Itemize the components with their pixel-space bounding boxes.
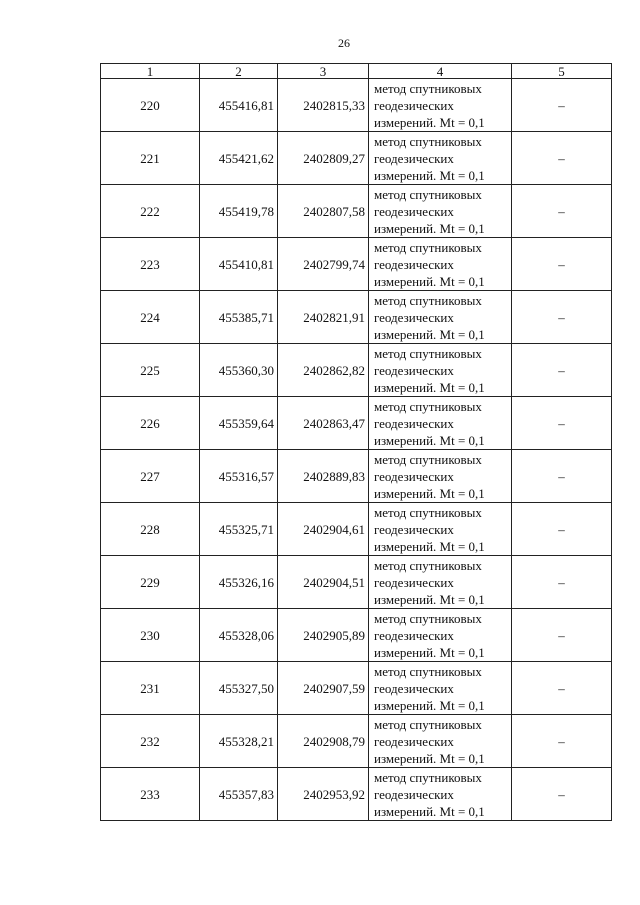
point-number-cell: 232 [101, 715, 200, 768]
method-line: метод спутниковых [374, 292, 482, 308]
y-coordinate-cell: 2402799,74 [278, 238, 369, 291]
y-coordinate-cell: 2402862,82 [278, 344, 369, 397]
header-col-3: 3 [278, 64, 369, 79]
method-line: измерений. Mt = 0,1 [374, 432, 485, 448]
point-number-cell: 231 [101, 662, 200, 715]
method-cell [369, 768, 512, 821]
method-line: метод спутниковых [374, 80, 482, 96]
y-coordinate-cell: 2402907,59 [278, 662, 369, 715]
point-number-cell: 221 [101, 132, 200, 185]
y-coordinate-cell: 2402904,51 [278, 556, 369, 609]
point-number-cell: 228 [101, 503, 200, 556]
table-row [101, 185, 612, 238]
method-line: метод спутниковых [374, 451, 482, 467]
method-cell [369, 556, 512, 609]
method-line: измерений. Mt = 0,1 [374, 273, 485, 289]
x-coordinate-cell: 455316,57 [200, 450, 278, 503]
table-row [101, 503, 612, 556]
y-coordinate-cell: 2402809,27 [278, 132, 369, 185]
method-line: метод спутниковых [374, 557, 482, 573]
page-number: 26 [338, 36, 350, 50]
x-coordinate-cell: 455326,16 [200, 556, 278, 609]
method-line: метод спутниковых [374, 186, 482, 202]
note-cell: – [512, 132, 612, 185]
note-cell: – [512, 185, 612, 238]
x-coordinate-cell: 455327,50 [200, 662, 278, 715]
method-line: метод спутниковых [374, 133, 482, 149]
header-col-1: 1 [101, 64, 200, 79]
method-line: геодезических [374, 733, 454, 749]
note-cell: – [512, 238, 612, 291]
method-line: измерений. Mt = 0,1 [374, 697, 485, 713]
note-cell: – [512, 715, 612, 768]
method-cell [369, 503, 512, 556]
method-cell [369, 662, 512, 715]
method-line: измерений. Mt = 0,1 [374, 644, 485, 660]
table-row [101, 715, 612, 768]
method-line: измерений. Mt = 0,1 [374, 538, 485, 554]
method-line: геодезических [374, 786, 454, 802]
table-body [101, 79, 612, 821]
x-coordinate-cell: 455385,71 [200, 291, 278, 344]
table-row [101, 768, 612, 821]
header-col-5: 5 [512, 64, 612, 79]
table-row [101, 450, 612, 503]
note-cell: – [512, 662, 612, 715]
x-coordinate-cell: 455416,81 [200, 79, 278, 132]
note-cell: – [512, 291, 612, 344]
x-coordinate-cell: 455410,81 [200, 238, 278, 291]
method-line: геодезических [374, 362, 454, 378]
y-coordinate-cell: 2402815,33 [278, 79, 369, 132]
y-coordinate-cell: 2402953,92 [278, 768, 369, 821]
method-line: геодезических [374, 309, 454, 325]
x-coordinate-cell: 455328,06 [200, 609, 278, 662]
point-number-cell: 224 [101, 291, 200, 344]
table-row [101, 344, 612, 397]
method-line: метод спутниковых [374, 345, 482, 361]
method-cell [369, 609, 512, 662]
method-line: геодезических [374, 256, 454, 272]
method-line: метод спутниковых [374, 716, 482, 732]
method-line: измерений. Mt = 0,1 [374, 750, 485, 766]
method-line: измерений. Mt = 0,1 [374, 114, 485, 130]
method-line: геодезических [374, 468, 454, 484]
method-line: измерений. Mt = 0,1 [374, 220, 485, 236]
method-line: геодезических [374, 415, 454, 431]
point-number-cell: 222 [101, 185, 200, 238]
method-cell [369, 715, 512, 768]
note-cell: – [512, 556, 612, 609]
note-cell: – [512, 79, 612, 132]
method-line: измерений. Mt = 0,1 [374, 379, 485, 395]
method-cell [369, 397, 512, 450]
y-coordinate-cell: 2402889,83 [278, 450, 369, 503]
method-line: геодезических [374, 680, 454, 696]
method-line: измерений. Mt = 0,1 [374, 485, 485, 501]
y-coordinate-cell: 2402821,91 [278, 291, 369, 344]
x-coordinate-cell: 455325,71 [200, 503, 278, 556]
method-cell [369, 79, 512, 132]
x-coordinate-cell: 455357,83 [200, 768, 278, 821]
note-cell: – [512, 397, 612, 450]
x-coordinate-cell: 455419,78 [200, 185, 278, 238]
x-coordinate-cell: 455328,21 [200, 715, 278, 768]
table-row [101, 609, 612, 662]
y-coordinate-cell: 2402908,79 [278, 715, 369, 768]
method-line: метод спутниковых [374, 610, 482, 626]
method-line: измерений. Mt = 0,1 [374, 167, 485, 183]
method-cell [369, 238, 512, 291]
method-cell [369, 185, 512, 238]
method-line: геодезических [374, 574, 454, 590]
table-row [101, 556, 612, 609]
point-number-cell: 223 [101, 238, 200, 291]
point-number-cell: 226 [101, 397, 200, 450]
table-row [101, 79, 612, 132]
note-cell: – [512, 450, 612, 503]
point-number-cell: 233 [101, 768, 200, 821]
note-cell: – [512, 503, 612, 556]
method-cell [369, 291, 512, 344]
method-line: метод спутниковых [374, 663, 482, 679]
method-cell [369, 450, 512, 503]
method-line: геодезических [374, 97, 454, 113]
coordinates-table [100, 63, 612, 821]
point-number-cell: 229 [101, 556, 200, 609]
note-cell: – [512, 768, 612, 821]
method-line: измерений. Mt = 0,1 [374, 803, 485, 819]
method-line: метод спутниковых [374, 504, 482, 520]
x-coordinate-cell: 455359,64 [200, 397, 278, 450]
point-number-cell: 220 [101, 79, 200, 132]
table-row [101, 397, 612, 450]
point-number-cell: 227 [101, 450, 200, 503]
header-col-4: 4 [369, 64, 512, 79]
method-line: геодезических [374, 521, 454, 537]
method-line: измерений. Mt = 0,1 [374, 591, 485, 607]
y-coordinate-cell: 2402905,89 [278, 609, 369, 662]
table-row [101, 132, 612, 185]
method-cell [369, 132, 512, 185]
x-coordinate-cell: 455360,30 [200, 344, 278, 397]
table-row [101, 662, 612, 715]
method-line: метод спутниковых [374, 239, 482, 255]
point-number-cell: 225 [101, 344, 200, 397]
method-line: геодезических [374, 150, 454, 166]
method-line: измерений. Mt = 0,1 [374, 326, 485, 342]
method-line: геодезических [374, 627, 454, 643]
method-line: метод спутниковых [374, 769, 482, 785]
x-coordinate-cell: 455421,62 [200, 132, 278, 185]
table-row [101, 238, 612, 291]
method-line: геодезических [374, 203, 454, 219]
table-header-row [101, 64, 612, 79]
method-line: метод спутниковых [374, 398, 482, 414]
header-col-2: 2 [200, 64, 278, 79]
method-cell [369, 344, 512, 397]
note-cell: – [512, 344, 612, 397]
y-coordinate-cell: 2402863,47 [278, 397, 369, 450]
note-cell: – [512, 609, 612, 662]
table-row [101, 291, 612, 344]
y-coordinate-cell: 2402807,58 [278, 185, 369, 238]
point-number-cell: 230 [101, 609, 200, 662]
y-coordinate-cell: 2402904,61 [278, 503, 369, 556]
